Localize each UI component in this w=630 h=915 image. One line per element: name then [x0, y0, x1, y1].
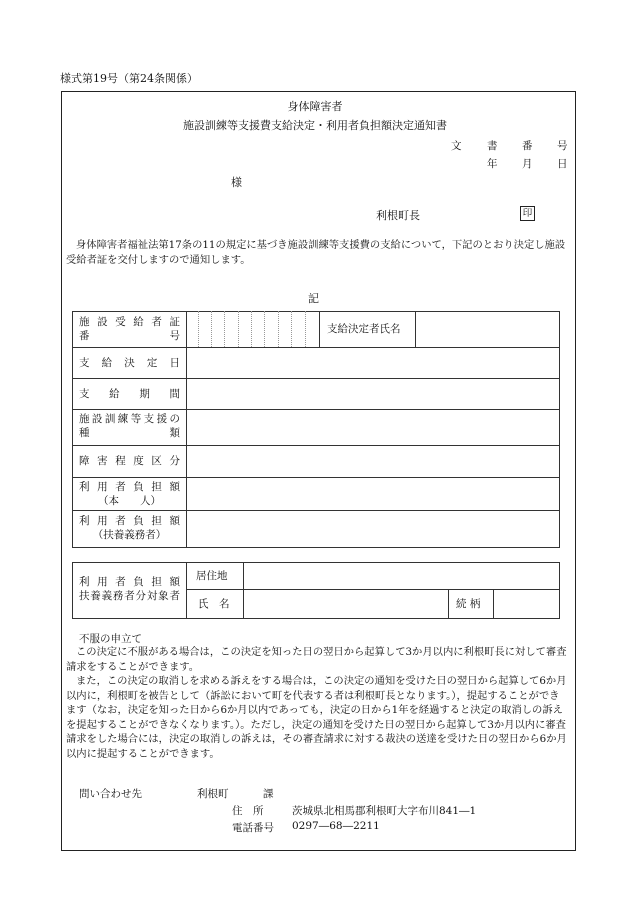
doc-bun: 文: [451, 140, 462, 152]
ki-label: 記: [308, 292, 319, 305]
intro-paragraph: 身体障害者福祉法第17条の11の規定に基づき施設訓練等支援費の支給について，下記のとおり決定し施設受給者証を交付しますので通知します。: [66, 239, 566, 266]
appeal-paragraph-1: この決定に不服がある場合は，この決定を知った日の翌日から起算して3か月以内に利根町長に対して審査請求をすることができます。: [66, 646, 567, 673]
name-label: 氏 名: [198, 598, 230, 610]
address-label: 住 所: [232, 805, 264, 817]
contact-label: 問い合わせ先: [79, 788, 142, 800]
residence-field[interactable]: [244, 563, 558, 588]
phone-value: 0297―68―2211: [292, 820, 380, 832]
period-label: 支給期間: [79, 388, 180, 400]
disability-level-field[interactable]: [187, 446, 558, 476]
name-field[interactable]: [244, 590, 447, 617]
decision-date-field[interactable]: [187, 348, 558, 377]
burden-self-label: 利用者負担額 （本 人）: [79, 481, 180, 507]
doc-ban: 番: [522, 140, 533, 152]
period-field[interactable]: [187, 379, 558, 408]
relation-label: 続 柄: [456, 598, 481, 610]
date-month: 月: [522, 158, 533, 170]
title-line2: 施設訓練等支援費支給決定・利用者負担額決定通知書: [183, 119, 447, 132]
support-type-field[interactable]: [187, 410, 558, 444]
date-year: 年: [487, 158, 498, 170]
contact-town: 利根町: [197, 788, 229, 800]
decision-name-label: 支給決定者氏名: [327, 323, 401, 335]
seal-mark: 印: [520, 206, 535, 221]
title-line1: 身体障害者: [287, 100, 343, 113]
residence-label: 居住地: [196, 570, 228, 582]
issuer-name: 利根町長: [376, 209, 420, 222]
support-type-label: 施設訓練等支援の 種 類: [79, 413, 180, 439]
support-target-label: 利用者負担額 扶養義務者分対象者: [79, 576, 180, 602]
contact-section: 課: [263, 788, 274, 800]
phone-label: 電話番号: [232, 822, 274, 834]
appeal-paragraph-2: また，この決定の取消しを求める訴えをする場合は，この決定の通知を受けた日の翌日から起算して6か月以内に，利根町を被告として（訴訟において町を代表する者は利根町長となります。），提起することができます（なお，決定を知った日から6か月以内であっても，決定の日から1年を経過すると決定の取消しの訴えを提起することができなくなります。）。ただし，決定の通知を受けた日の翌日から起算して3か月以内に審査請求をした場合には，決定の取消しの訴えは，その審査請求に対する裁決の送達を受けた日の翌日から6か月以内に提起することができます。: [66, 675, 567, 760]
burden-self-field[interactable]: [187, 478, 558, 509]
burden-support-label: 利用者負担額 （扶養義務者）: [79, 515, 180, 541]
appeal-heading: 不服の申立て: [79, 633, 142, 645]
doc-sho: 書: [487, 140, 498, 152]
address-value: 茨城県北相馬郡利根町大字布川841―1: [292, 805, 477, 817]
date-day: 日: [557, 158, 568, 170]
addressee-suffix: 様: [231, 176, 242, 189]
burden-support-field[interactable]: [187, 511, 558, 546]
form-number: 様式第19号（第24条関係）: [60, 72, 198, 85]
decision-date-label: 支給決定日: [79, 357, 180, 369]
decision-name-field[interactable]: [416, 312, 558, 346]
relation-field[interactable]: [494, 590, 558, 617]
doc-go: 号: [557, 140, 568, 152]
recipient-number-label: 施 設 受 給 者 証 番 号: [79, 316, 180, 342]
recipient-number-field[interactable]: [187, 312, 318, 346]
disability-level-label: 障害程度区分: [79, 455, 180, 467]
